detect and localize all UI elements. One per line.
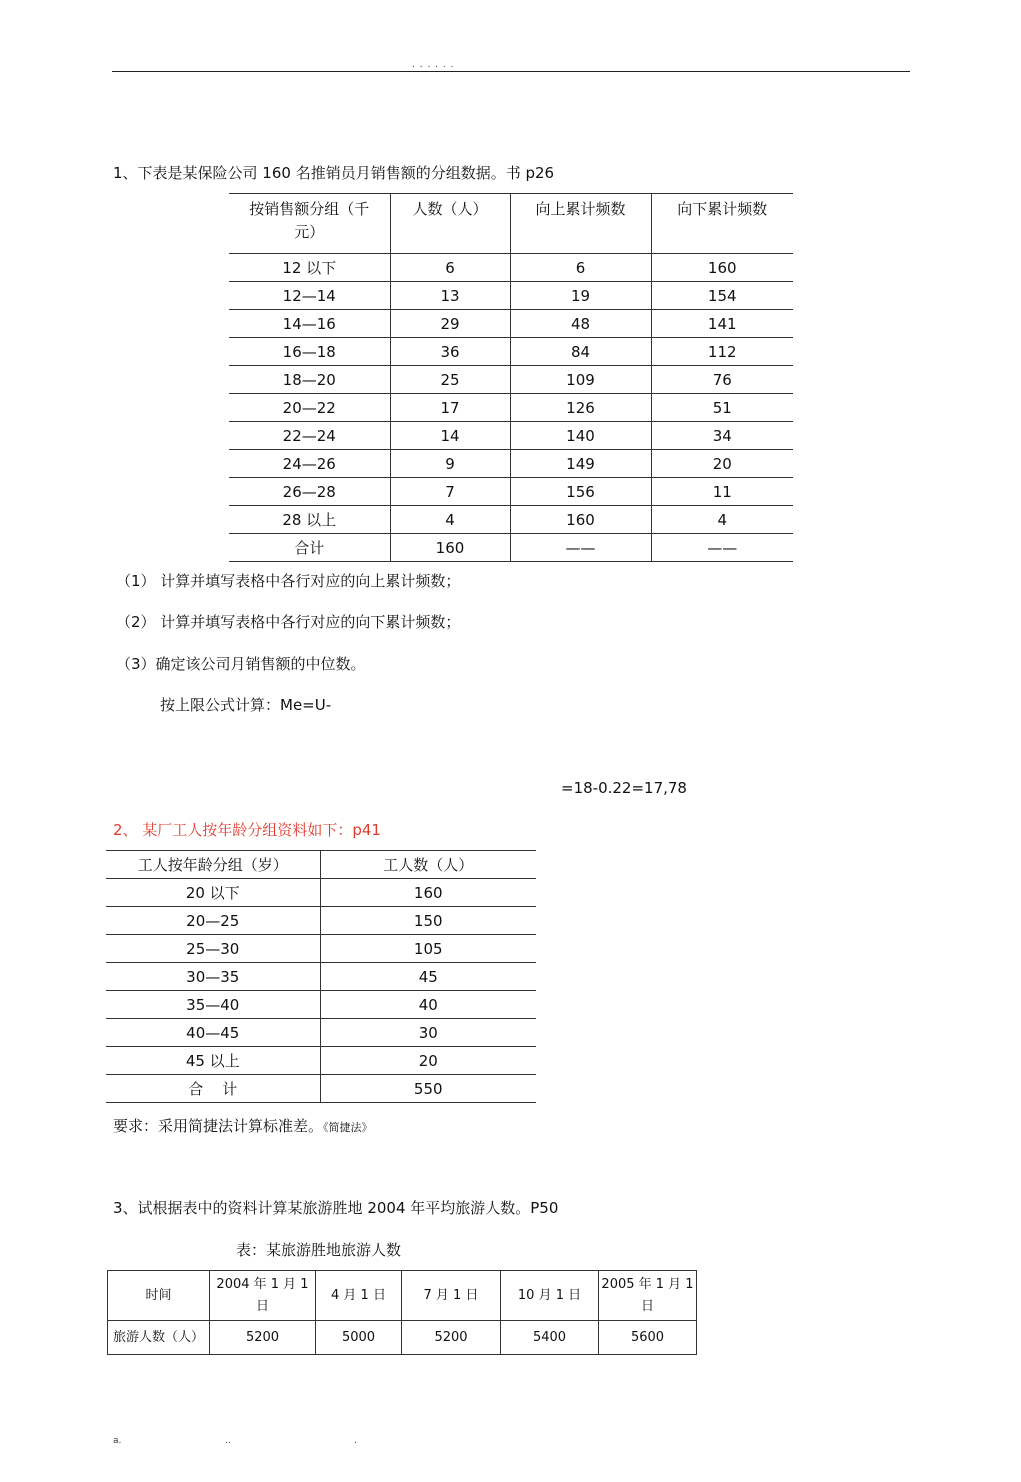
table-cell: 11	[651, 478, 793, 506]
table-cell: 5000	[316, 1321, 402, 1355]
q1-subquestion-1: （1） 计算并填写表格中各行对应的向上累计频数；	[116, 572, 461, 590]
q2-table	[106, 850, 536, 1103]
table-cell: 154	[651, 282, 793, 310]
table-header-row	[229, 194, 793, 254]
table-header-cell: 2004 年 1 月 1 日	[210, 1271, 316, 1321]
table-header-cell: 2005 年 1 月 1 日	[599, 1271, 697, 1321]
q2-title: 2、 某厂工人按年龄分组资料如下：p41	[113, 821, 381, 839]
table-row	[229, 422, 793, 450]
table-row	[106, 907, 536, 935]
footer-mid-2: .	[354, 1436, 357, 1446]
table-cell: 112	[651, 338, 793, 366]
table-cell: 25—30	[106, 935, 320, 963]
q1-title: 1、下表是某保险公司 160 名推销员月销售额的分组数据。书 p26	[113, 164, 555, 182]
q2-requirement	[113, 1116, 373, 1138]
q1-subquestion-2: （2） 计算并填写表格中各行对应的向下累计频数；	[116, 613, 461, 631]
q3-table	[107, 1270, 697, 1355]
table-cell: 160	[390, 534, 510, 562]
table-header-cell: 10 月 1 日	[501, 1271, 599, 1321]
table-row	[229, 394, 793, 422]
table-cell: 5200	[402, 1321, 501, 1355]
table-cell: 126	[510, 394, 651, 422]
table-header-row	[108, 1271, 697, 1321]
table-row	[229, 254, 793, 282]
table-header-cell: 向上累计频数	[510, 194, 651, 254]
table-header-cell: 工人按年龄分组（岁）	[106, 851, 320, 879]
table-cell: 160	[651, 254, 793, 282]
table-cell: 6	[390, 254, 510, 282]
table-cell: 18—20	[229, 366, 390, 394]
table-cell: 28 以上	[229, 506, 390, 534]
footer-mid-1: ..	[225, 1436, 231, 1446]
table-cell: 9	[390, 450, 510, 478]
table-row	[106, 879, 536, 907]
table-cell: 160	[510, 506, 651, 534]
table-cell: 34	[651, 422, 793, 450]
header-dots: . . . . . .	[412, 60, 455, 70]
table-header-cell: 时间	[108, 1271, 210, 1321]
table-cell: ——	[651, 534, 793, 562]
table-total-row	[106, 1075, 536, 1103]
header-rule	[112, 71, 910, 72]
table-cell: 40—45	[106, 1019, 320, 1047]
table-cell: 51	[651, 394, 793, 422]
table-cell: ——	[510, 534, 651, 562]
table-cell: 合计	[229, 534, 390, 562]
table-cell: 35—40	[106, 991, 320, 1019]
table-row	[106, 1019, 536, 1047]
table-row	[229, 366, 793, 394]
table-cell: 19	[510, 282, 651, 310]
table-cell: 旅游人数（人）	[108, 1321, 210, 1355]
table-cell: 14	[390, 422, 510, 450]
table-cell: 160	[320, 879, 536, 907]
table-total-row	[229, 534, 793, 562]
table-cell: 26—28	[229, 478, 390, 506]
table-cell: 22—24	[229, 422, 390, 450]
q3-table-caption: 表：某旅游胜地旅游人数	[236, 1241, 402, 1259]
table-row	[229, 310, 793, 338]
table-cell: 76	[651, 366, 793, 394]
table-cell: 12—14	[229, 282, 390, 310]
table-cell: 24—26	[229, 450, 390, 478]
table-row	[229, 450, 793, 478]
table-cell: 5600	[599, 1321, 697, 1355]
q1-formula: 按上限公式计算：Me=U-	[160, 696, 332, 714]
table-row	[229, 478, 793, 506]
table-cell: 14—16	[229, 310, 390, 338]
table-cell: 105	[320, 935, 536, 963]
table-cell: 20	[320, 1047, 536, 1075]
table-cell: 16—18	[229, 338, 390, 366]
table-cell: 156	[510, 478, 651, 506]
table-cell: 合 计	[106, 1075, 320, 1103]
table-cell: 4	[651, 506, 793, 534]
table-header-cell: 工人数（人）	[320, 851, 536, 879]
table-row	[229, 338, 793, 366]
table-header-cell: 向下累计频数	[651, 194, 793, 254]
table-cell: 20—25	[106, 907, 320, 935]
table-row	[106, 963, 536, 991]
table-header-cell: 7 月 1 日	[402, 1271, 501, 1321]
q2-requirement-note: 《简捷法》	[323, 1121, 373, 1134]
table-cell: 40	[320, 991, 536, 1019]
footer-left: a.	[113, 1436, 122, 1446]
table-cell: 48	[510, 310, 651, 338]
q1-table	[229, 193, 793, 562]
table-row	[106, 991, 536, 1019]
table-cell: 25	[390, 366, 510, 394]
table-cell: 149	[510, 450, 651, 478]
q1-subquestion-3: （3）确定该公司月销售额的中位数。	[116, 655, 366, 673]
q2-requirement-text: 要求：采用简捷法计算标准差。	[113, 1117, 324, 1135]
table-cell: 20	[651, 450, 793, 478]
table-cell: 550	[320, 1075, 536, 1103]
table-cell: 45	[320, 963, 536, 991]
table-header-cell: 人数（人）	[390, 194, 510, 254]
table-cell: 141	[651, 310, 793, 338]
table-cell: 7	[390, 478, 510, 506]
table-cell: 109	[510, 366, 651, 394]
table-header-cell: 按销售额分组（千元）	[229, 194, 390, 254]
table-cell: 140	[510, 422, 651, 450]
table-cell: 30—35	[106, 963, 320, 991]
table-cell: 29	[390, 310, 510, 338]
table-cell: 17	[390, 394, 510, 422]
table-cell: 20—22	[229, 394, 390, 422]
table-row	[106, 1047, 536, 1075]
table-row	[106, 935, 536, 963]
table-row	[229, 506, 793, 534]
q1-result: =18-0.22=17,78	[561, 779, 687, 797]
table-cell: 20 以下	[106, 879, 320, 907]
table-row	[229, 282, 793, 310]
table-cell: 13	[390, 282, 510, 310]
table-cell: 84	[510, 338, 651, 366]
table-cell: 5400	[501, 1321, 599, 1355]
q3-title: 3、试根据表中的资料计算某旅游胜地 2004 年平均旅游人数。P50	[113, 1199, 559, 1217]
table-header-row	[106, 851, 536, 879]
table-row	[108, 1321, 697, 1355]
table-cell: 12 以下	[229, 254, 390, 282]
table-header-cell: 4 月 1 日	[316, 1271, 402, 1321]
table-cell: 4	[390, 506, 510, 534]
table-cell: 36	[390, 338, 510, 366]
table-cell: 6	[510, 254, 651, 282]
table-cell: 5200	[210, 1321, 316, 1355]
table-cell: 30	[320, 1019, 536, 1047]
table-cell: 150	[320, 907, 536, 935]
table-cell: 45 以上	[106, 1047, 320, 1075]
